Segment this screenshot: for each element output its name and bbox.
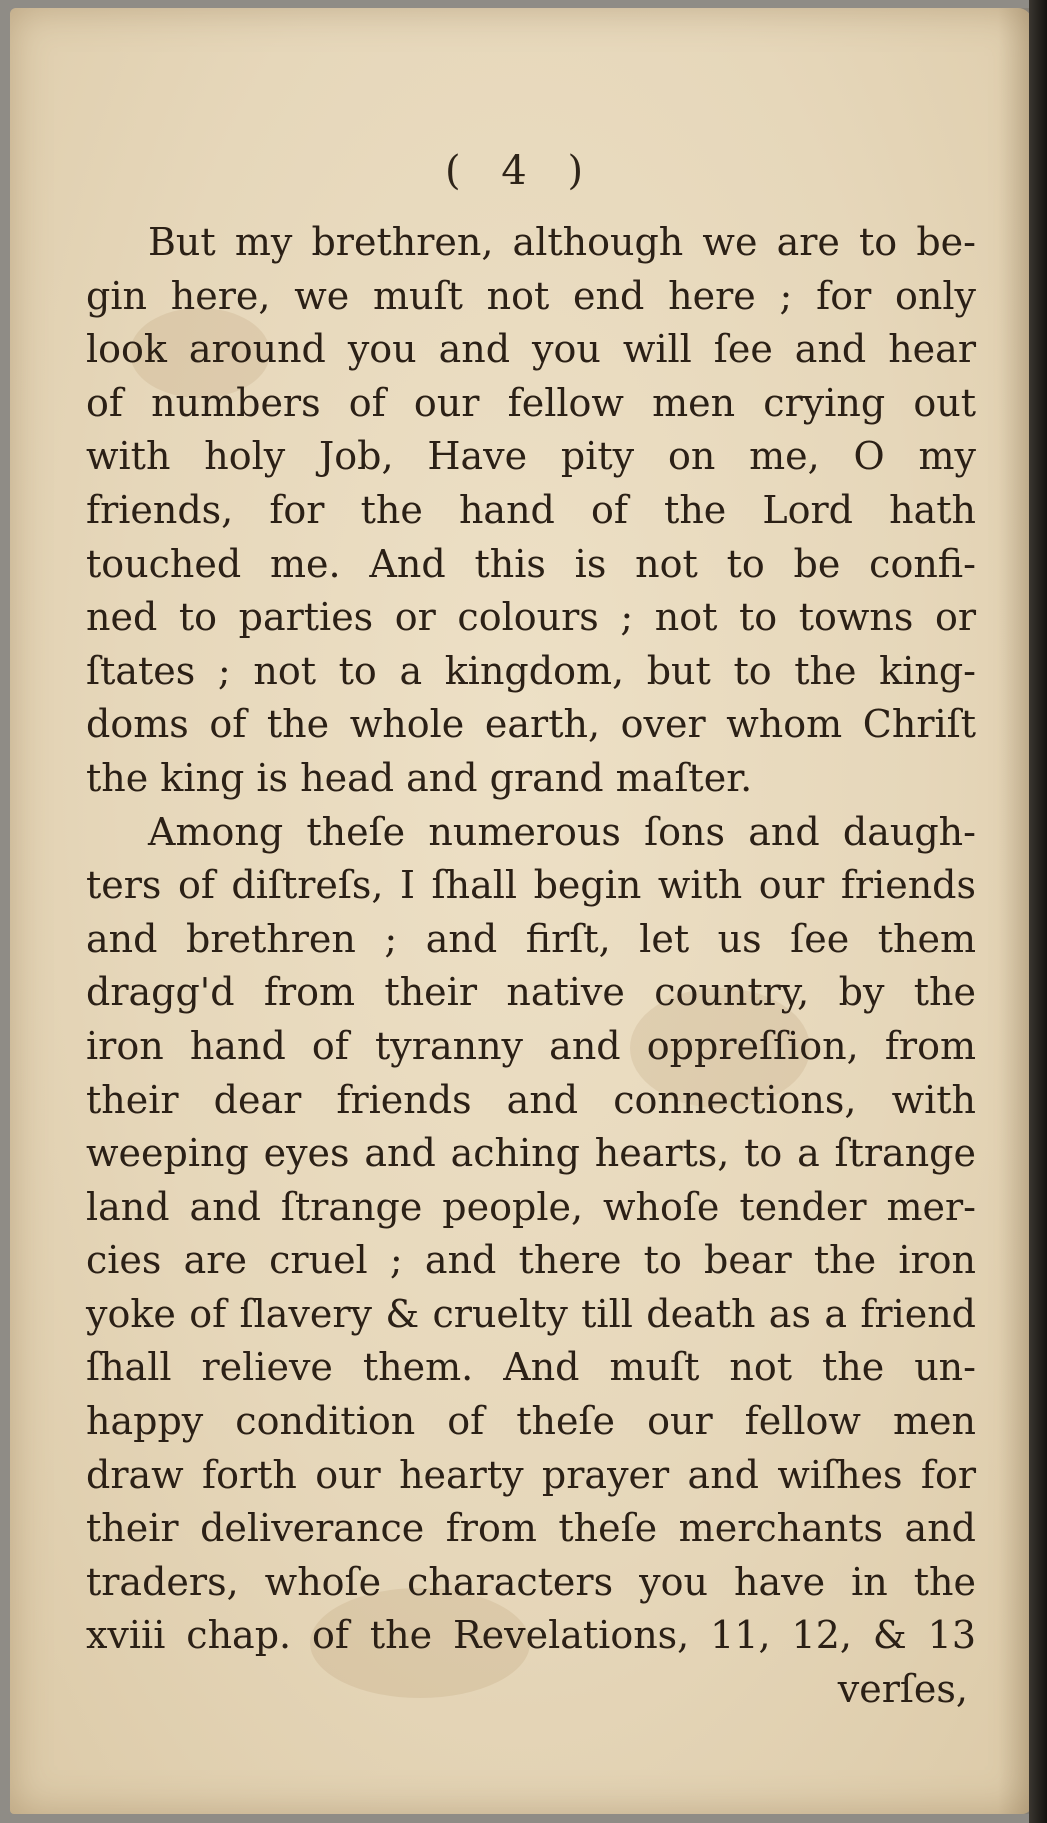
- text-line: of numbers of our fellow men crying out: [86, 380, 976, 425]
- text-line: their deliverance from theſe merchants and: [86, 1506, 976, 1551]
- page-number: ( 4 ): [444, 148, 598, 194]
- text-line: ſtates ; not to a kingdom, but to the king-: [86, 648, 976, 693]
- book-spine-shadow: [1029, 0, 1047, 1823]
- text-line: touched me. And this is not to be confi-: [86, 541, 976, 586]
- text-line: the king is head and grand maſter.: [86, 755, 753, 800]
- text-line: their dear friends and connections, with: [86, 1077, 976, 1122]
- page-edge-shadow: [998, 8, 1032, 1814]
- text-line: yoke of ſlavery & cruelty till death as a friend: [86, 1291, 976, 1336]
- text-line: ned to parties or colours ; not to towns or: [86, 595, 976, 640]
- text-line: and brethren ; and firſt, let us ſee them: [86, 916, 976, 961]
- text-line: with holy Job, Have pity on me, O my: [86, 434, 976, 479]
- text-line: iron hand of tyranny and oppreſſion, from: [86, 1023, 976, 1068]
- text-line: cies are cruel ; and there to bear the iron: [86, 1238, 976, 1283]
- text-line: gin here, we muſt not end here ; for only: [86, 273, 976, 318]
- catchword: verſes,: [837, 1667, 968, 1712]
- book-page: [10, 8, 1032, 1814]
- text-line: look around you and you will ſee and hear: [86, 327, 976, 372]
- text-line: dragg'd from their native country, by the: [86, 970, 976, 1015]
- text-line: traders, whoſe characters you have in the: [86, 1559, 976, 1604]
- text-line: friends, for the hand of the Lord hath: [86, 487, 976, 532]
- text-line: doms of the whole earth, over whom Chriſt: [86, 702, 976, 747]
- text-line: But my brethren, although we are to be-: [148, 220, 976, 264]
- text-line: xviii chap. of the Revelations, 11, 12, & 13: [86, 1613, 976, 1658]
- text-line: weeping eyes and aching hearts, to a ſtrange: [86, 1131, 976, 1176]
- text-line: land and ſtrange people, whoſe tender mer-: [86, 1184, 976, 1229]
- text-line: ſhall relieve them. And muſt not the un-: [86, 1345, 976, 1390]
- body-text: [86, 216, 976, 1717]
- text-line: Among theſe numerous ſons and daugh-: [148, 809, 976, 854]
- text-line: draw forth our hearty prayer and wiſhes for: [86, 1452, 976, 1497]
- text-line: ters of diſtreſs, I ſhall begin with our friends: [86, 863, 976, 908]
- text-line: happy condition of theſe our fellow men: [86, 1399, 976, 1444]
